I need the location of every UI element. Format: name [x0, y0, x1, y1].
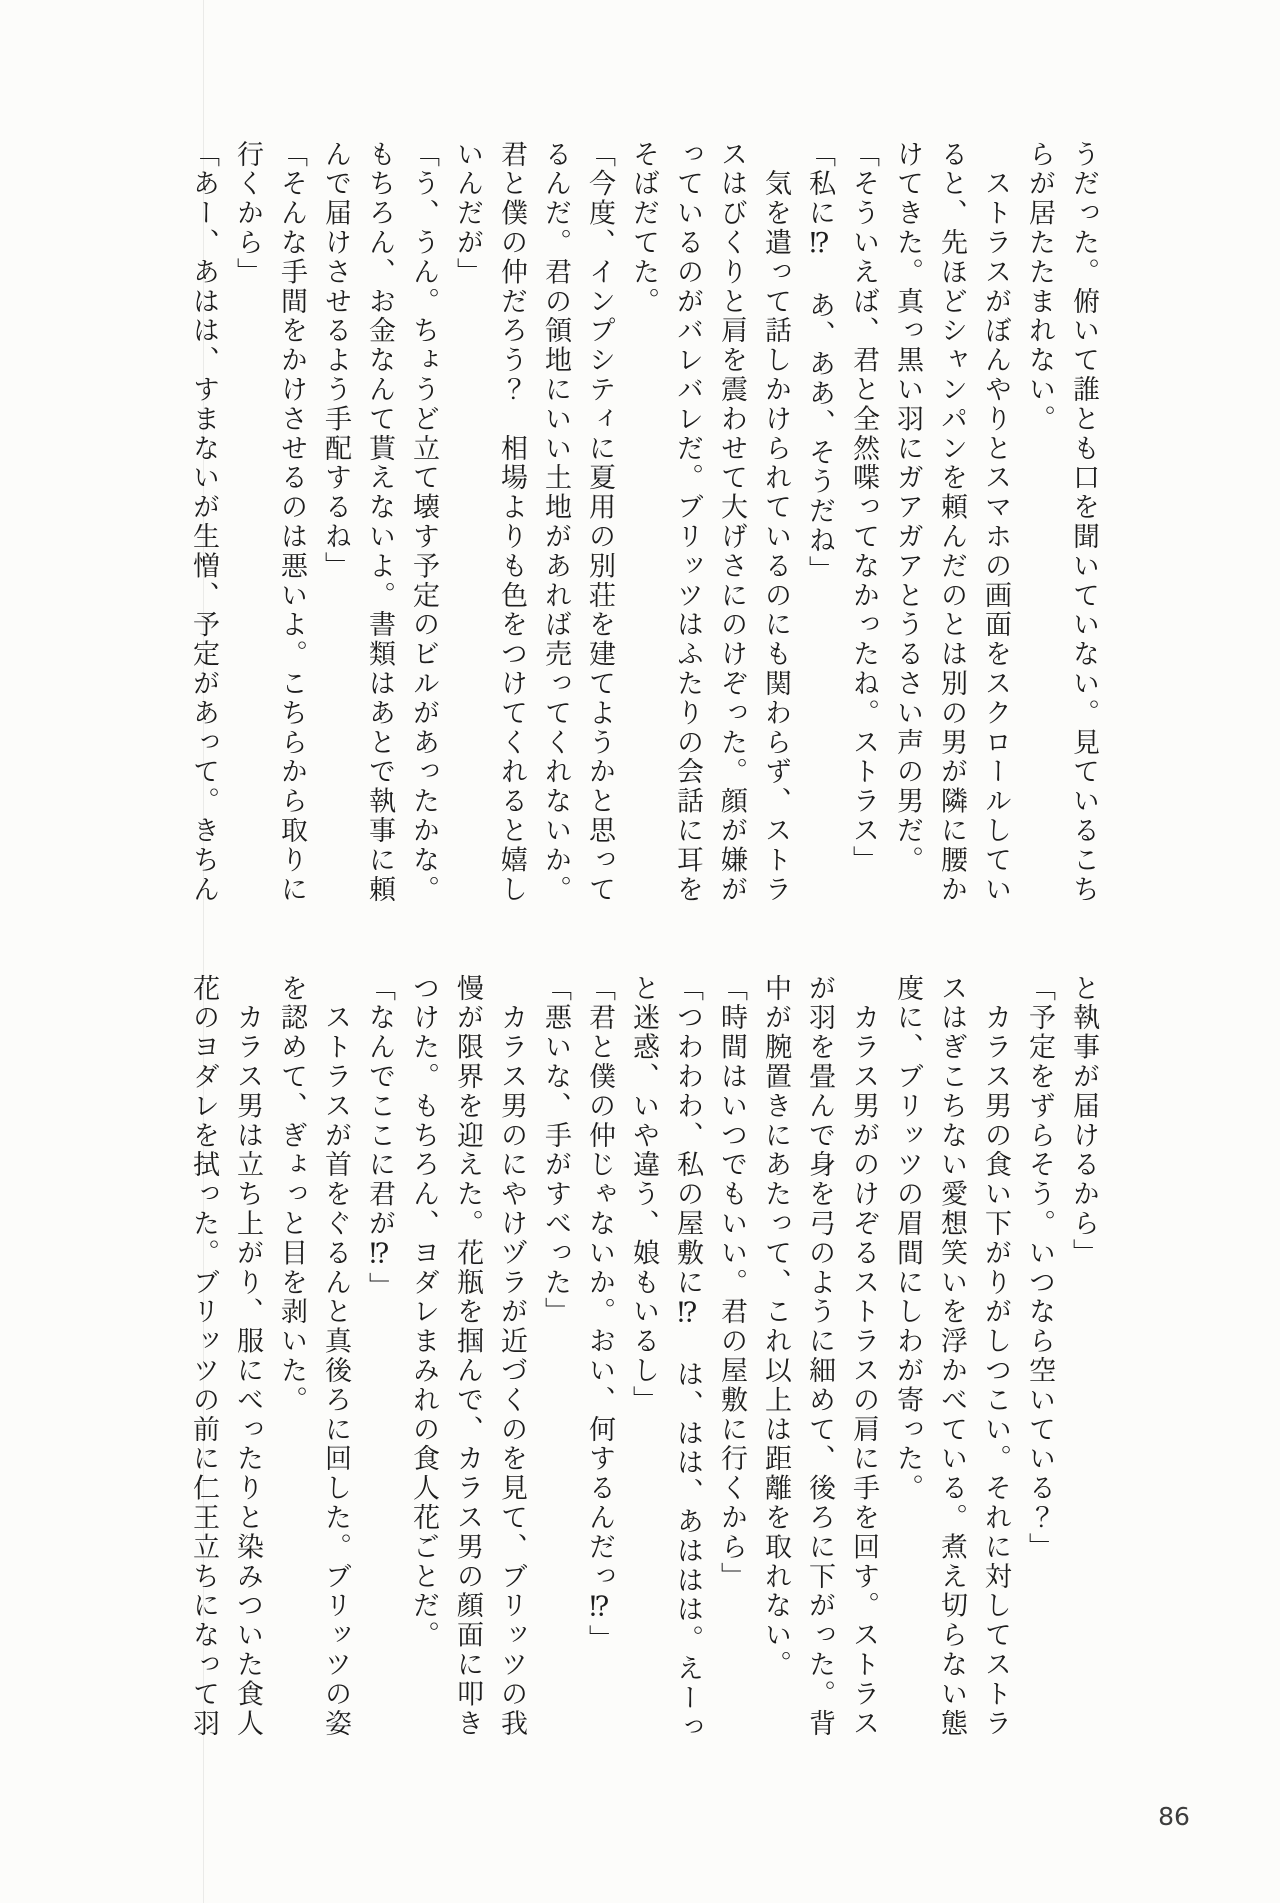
- text-line: カラス男の食い下がりがしつこい。それに対してストラ: [980, 974, 1011, 1739]
- text-line: 「つわわわ、私の屋敷に⁉ は、はは、あははは。えーっ: [672, 974, 703, 1743]
- text-line: と執事が届けるから」: [1068, 974, 1099, 1268]
- text-line: カラス男がのけぞるストラスの肩に手を回す。ストラス: [848, 974, 879, 1739]
- text-line: 「そういえば、君と全然喋ってなかったね。ストラス」: [848, 140, 879, 875]
- text-line: 「時間はいつでもいい。君の屋敷に行くから」: [716, 974, 747, 1592]
- text-line: そばだてた。: [628, 140, 659, 317]
- text-line: 慢が限界を迎えた。花瓶を掴んで、カラス男の顔面に叩き: [452, 974, 483, 1739]
- text-line: んで届けさせるよう手配するね」: [320, 140, 351, 581]
- text-line: いんだが」: [452, 140, 483, 287]
- text-line: 「あー、あはは、すまないが生憎、予定があって。きちん: [188, 140, 219, 905]
- text-line: もちろん、お金なんて貰えないよ。書類はあとで執事に頼: [364, 140, 395, 905]
- page-number: 86: [1158, 1802, 1190, 1831]
- text-line: つけた。もちろん、ヨダレまみれの食人花ごとだ。: [408, 974, 439, 1651]
- text-line: スはぎこちない愛想笑いを浮かべている。煮え切らない態: [936, 974, 967, 1739]
- text-line: るんだ。君の領地にいい土地があれば売ってくれないか。: [540, 140, 571, 905]
- text-line: を認めて、ぎょっと目を剥いた。: [276, 974, 307, 1415]
- text-line: 「今度、インプシティに夏用の別荘を建てようかと思って: [584, 140, 615, 905]
- text-line: ストラスが首をぐるんと真後ろに回した。ブリッツの姿: [320, 974, 351, 1739]
- text-line: 「君と僕の仲じゃないか。おい、何するんだっ⁉」: [584, 974, 615, 1655]
- text-line: カラス男のにやけヅラが近づくのを見て、ブリッツの我: [496, 974, 527, 1739]
- text-line: っているのがバレバレだ。ブリッツはふたりの会話に耳を: [672, 140, 703, 905]
- text-line: カラス男は立ち上がり、服にべったりと染みついた食人: [232, 974, 263, 1739]
- text-line: 「悪いな、手がすべった」: [540, 974, 571, 1327]
- text-line: 花のヨダレを拭った。ブリッツの前に仁王立ちになって羽: [188, 974, 219, 1739]
- text-line: 「私に⁉ あ、ああ、そうだね」: [804, 140, 835, 585]
- text-line: 「う、うん。ちょうど立て壊す予定のビルがあったかな。: [408, 140, 439, 905]
- text-line: らが居たたまれない。: [1024, 140, 1055, 434]
- text-line: 度に、ブリッツの眉間にしわが寄った。: [892, 974, 923, 1504]
- text-line: 君と僕の仲だろう？ 相場よりも色をつけてくれると嬉し: [496, 140, 527, 905]
- text-line: けてきた。真っ黒い羽にガアガアとうるさい声の男だ。: [892, 140, 923, 875]
- text-line: うだった。俯いて誰とも口を聞いていない。見ているこち: [1068, 140, 1099, 905]
- text-line: が羽を畳んで身を弓のように細めて、後ろに下がった。背: [804, 974, 835, 1739]
- text-line: ストラスがぼんやりとスマホの画面をスクロールしてい: [980, 140, 1011, 905]
- text-line: と迷惑、いや違う、娘もいるし」: [628, 974, 659, 1415]
- text-band-bottom: [179, 974, 1105, 1742]
- text-line: 「なんでここに君が⁉」: [364, 974, 395, 1302]
- text-line: 「そんな手間をかけさせるのは悪いよ。こちらから取りに: [276, 140, 307, 905]
- text-line: 「予定をずらそう。いつなら空いている？」: [1024, 974, 1055, 1562]
- text-line: ると、先ほどシャンパンを頼んだのとは別の男が隣に腰か: [936, 140, 967, 905]
- text-line: 行くから」: [232, 140, 263, 287]
- text-line: 中が腕置きにあたって、これ以上は距離を取れない。: [760, 974, 791, 1680]
- text-line: スはびくりと肩を震わせて大げさにのけぞった。顔が嫌が: [716, 140, 747, 905]
- text-line: 気を遣って話しかけられているのにも関わらず、ストラ: [760, 140, 791, 905]
- text-band-top: [179, 140, 1105, 908]
